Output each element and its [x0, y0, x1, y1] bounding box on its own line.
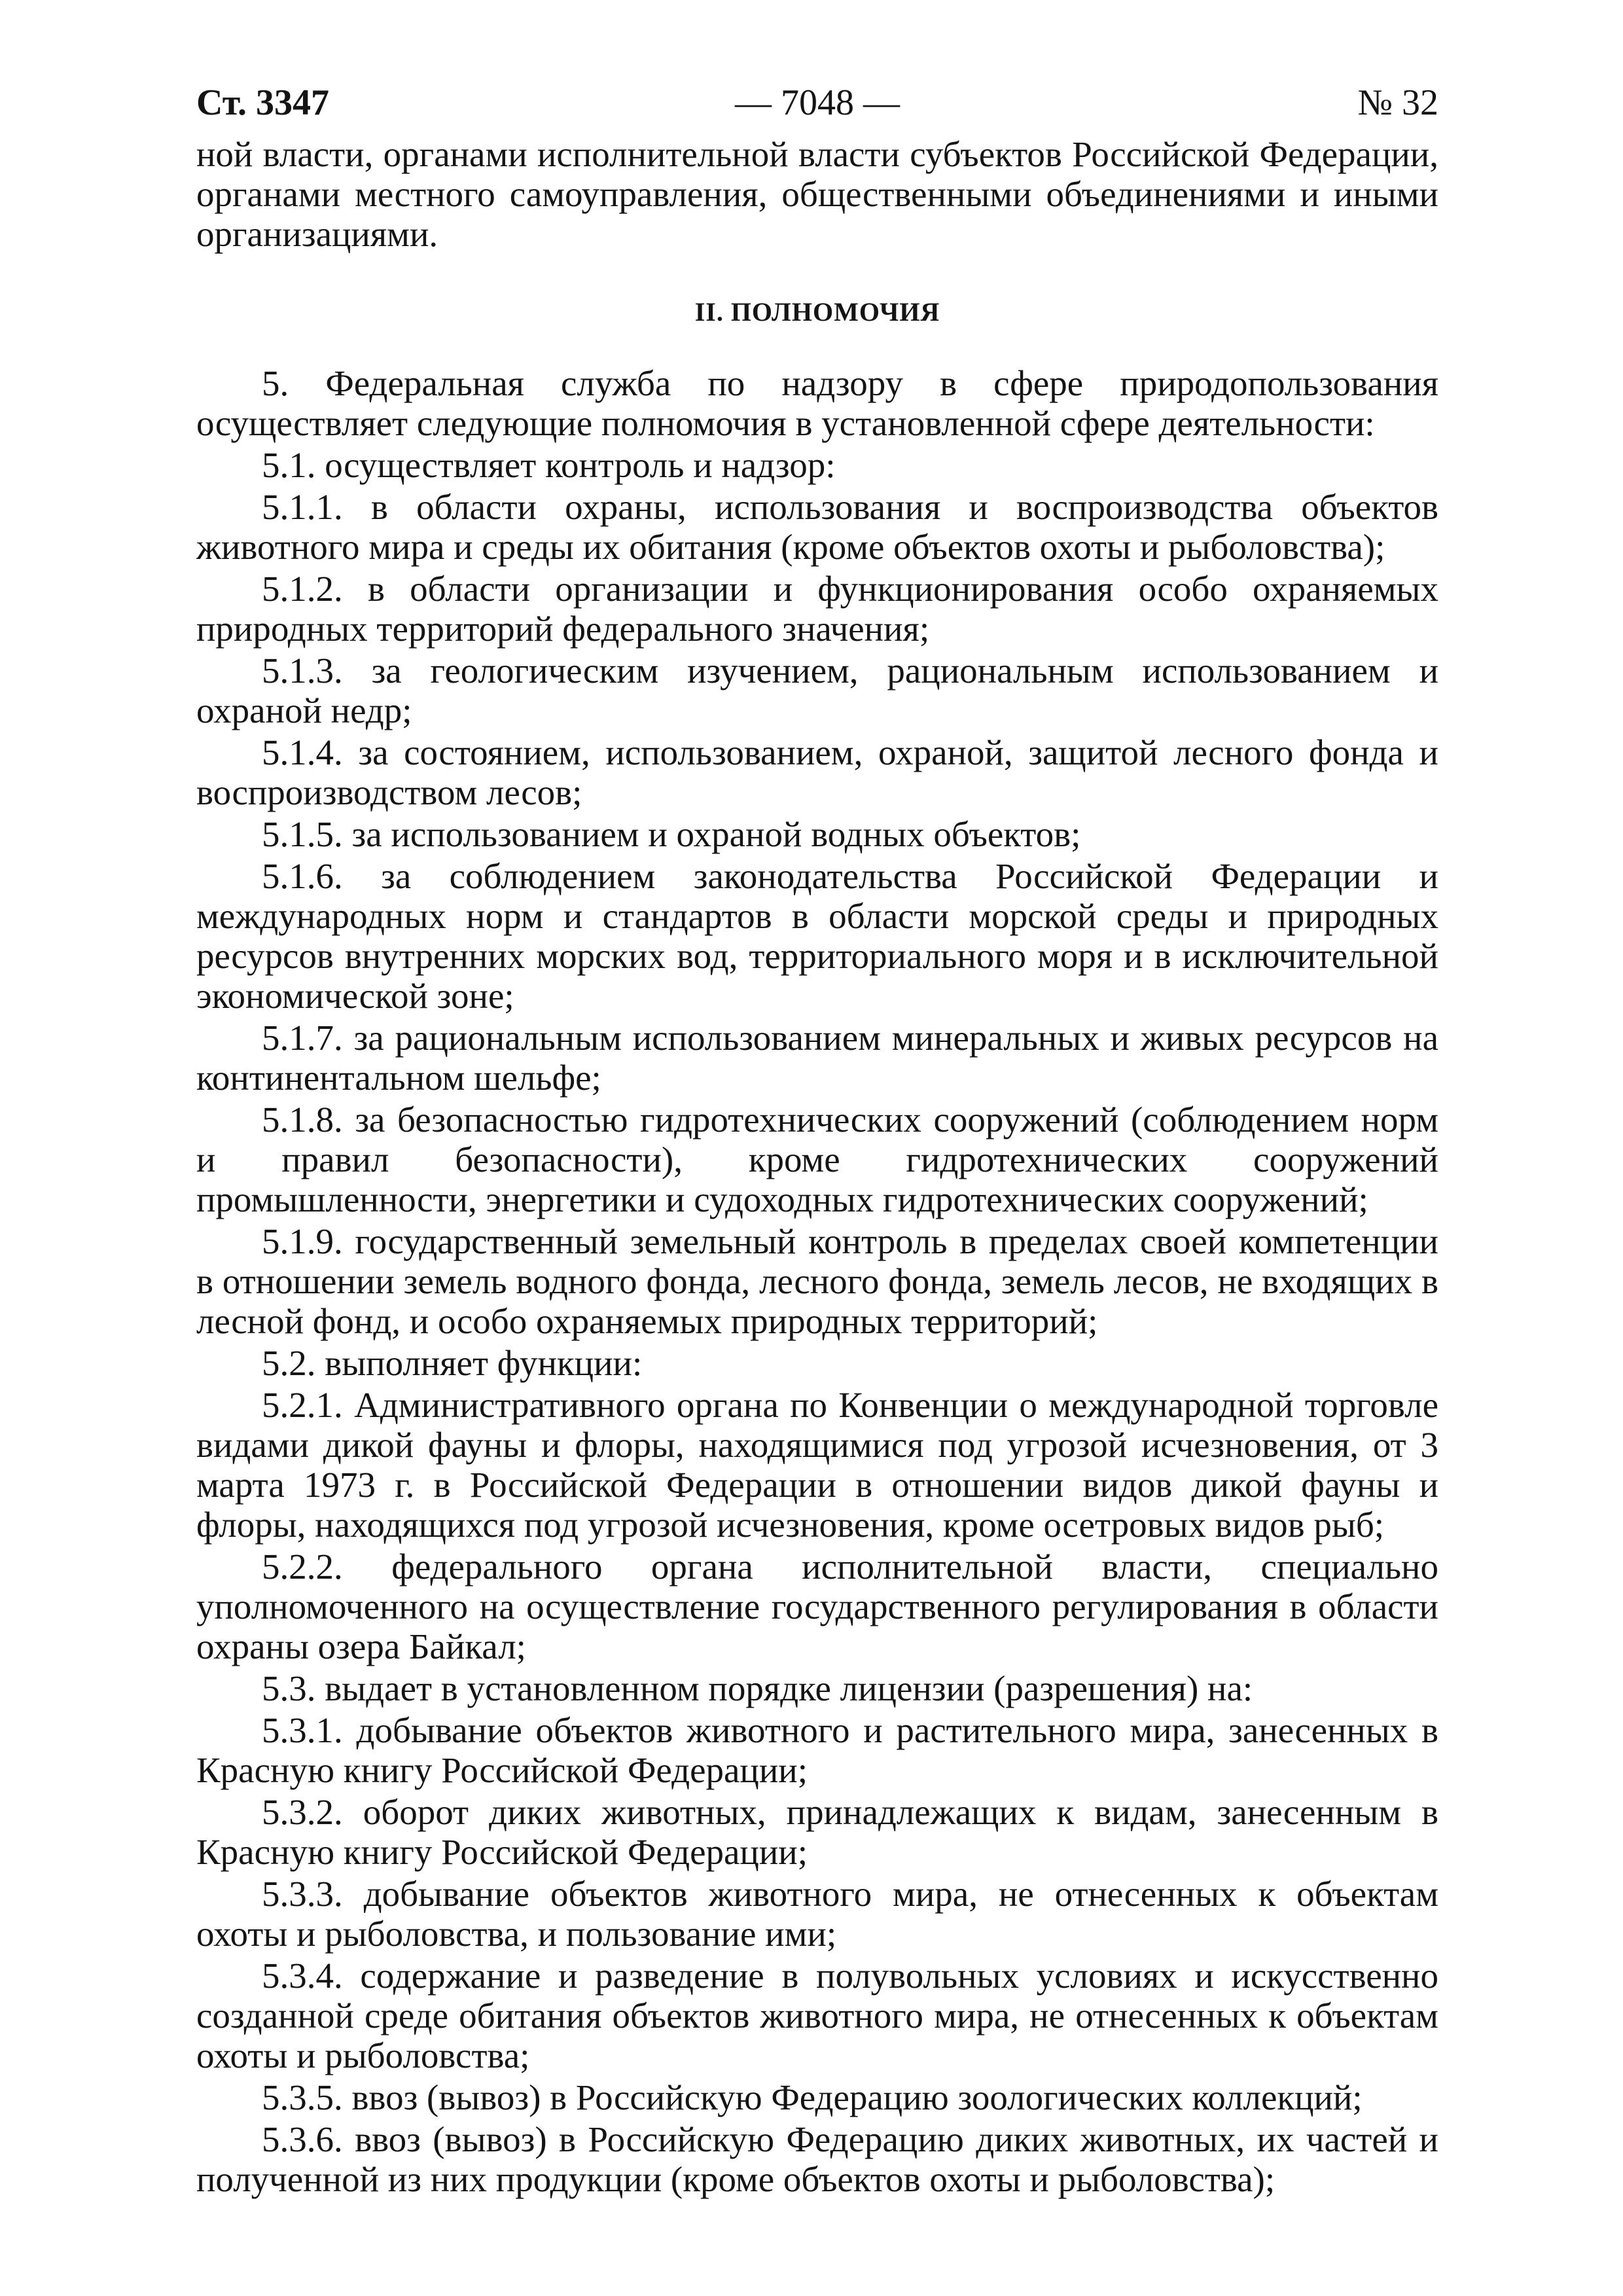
- paragraph-5-1-7: 5.1.7. за рациональным использованием минеральных и живых ресурсов на континентальном шельфе;: [196, 1018, 1438, 1098]
- paragraph-5-1-9: 5.1.9. государственный земельный контроль в пределах своей компетенции в отношении земель водного фонда, лесного фонда, земель лесов, не входящих в лесной фонд, и особо охраняемых природных территорий;: [196, 1221, 1438, 1341]
- section-heading: II. ПОЛНОМОЧИЯ: [694, 297, 940, 327]
- paragraph-5-3-2: 5.3.2. оборот диких животных, принадлежащих к видам, занесенным в Красную книгу Российской Федерации;: [196, 1792, 1438, 1872]
- paragraph-5-1-1: 5.1.1. в области охраны, использования и воспроизводства объектов животного мира и среды их обитания (кроме объектов охоты и рыболовства);: [196, 487, 1438, 567]
- document-page: [196, 72, 1438, 2232]
- paragraph-5-1-8: 5.1.8. за безопасностью гидротехнических сооружений (соблюдением норм и правил безопасности), кроме гидротехнических сооружений промышленности, энергетики и судоходных гидротехнических сооружений;: [196, 1100, 1438, 1219]
- paragraph-5-3-5: 5.3.5. ввоз (вывоз) в Российскую Федерацию зоологических коллекций;: [262, 2077, 1363, 2117]
- paragraph-5-1-6: 5.1.6. за соблюдением законодательства Российской Федерации и международных норм и стандартов в области морской среды и природных ресурсов внутренних морских вод, территориального моря и в исключительной экономической зоне;: [196, 856, 1438, 1016]
- paragraph-5-2-1: 5.2.1. Административного органа по Конвенции о международной торговле видами дикой фауны и флоры, находящимися под угрозой исчезновения, от 3 марта 1973 г. в Российской Федерации в отношении видов дикой фауны и флоры, находящихся под угрозой исчезновения, кроме осетровых видов рыб;: [196, 1385, 1438, 1545]
- paragraph-5-1-2: 5.1.2. в области организации и функционирования особо охраняемых природных территорий федерального значения;: [196, 569, 1438, 649]
- paragraph-5-1-5: 5.1.5. за использованием и охраной водных объектов;: [262, 814, 1081, 854]
- paragraph-5-1-3: 5.1.3. за геологическим изучением, рациональным использованием и охраной недр;: [196, 651, 1438, 730]
- paragraph-5-3-4: 5.3.4. содержание и разведение в полувольных условиях и искусственно созданной среде обитания объектов животного мира, не отнесенных к объектам охоты и рыболовства;: [196, 1956, 1438, 2075]
- paragraph-5: 5. Федеральная служба по надзору в сфере природопользования осуществляет следующие полномочия в установленной сфере деятельности:: [196, 363, 1438, 443]
- paragraph-5-2: 5.2. выполняет функции:: [262, 1343, 643, 1383]
- paragraph-5-3-1: 5.3.1. добывание объектов животного и растительного мира, занесенных в Красную книгу Российской Федерации;: [196, 1710, 1438, 1790]
- paragraph-5-2-2: 5.2.2. федерального органа исполнительной власти, специально уполномоченного на осуществление государственного регулирования в области охраны озера Байкал;: [196, 1547, 1438, 1666]
- paragraph-5-3: 5.3. выдает в установленном порядке лицензии (разрешения) на:: [262, 1668, 1253, 1708]
- page-number: — 7048 —: [735, 82, 900, 123]
- paragraph-5-3-3: 5.3.3. добывание объектов животного мира, не отнесенных к объектам охоты и рыболовства, и пользование ими;: [196, 1874, 1438, 1954]
- paragraph-5-3-6: 5.3.6. ввоз (вывоз) в Российскую Федерацию диких животных, их частей и полученной из них продукции (кроме объектов охоты и рыболовства);: [196, 2119, 1438, 2199]
- issue-number: № 32: [1357, 82, 1438, 123]
- paragraph-5-1: 5.1. осуществляет контроль и надзор:: [262, 445, 836, 485]
- running-header: [196, 72, 1438, 134]
- document-body: [196, 134, 1438, 2199]
- article-number: Ст. 3347: [196, 82, 329, 123]
- paragraph-5-1-4: 5.1.4. за состоянием, использованием, охраной, защитой лесного фонда и воспроизводством лесов;: [196, 732, 1438, 812]
- continued-paragraph: ной власти, органами исполнительной власти субъектов Российской Федерации, органами местного самоуправления, общественными объединениями и иными организациями.: [196, 134, 1438, 254]
